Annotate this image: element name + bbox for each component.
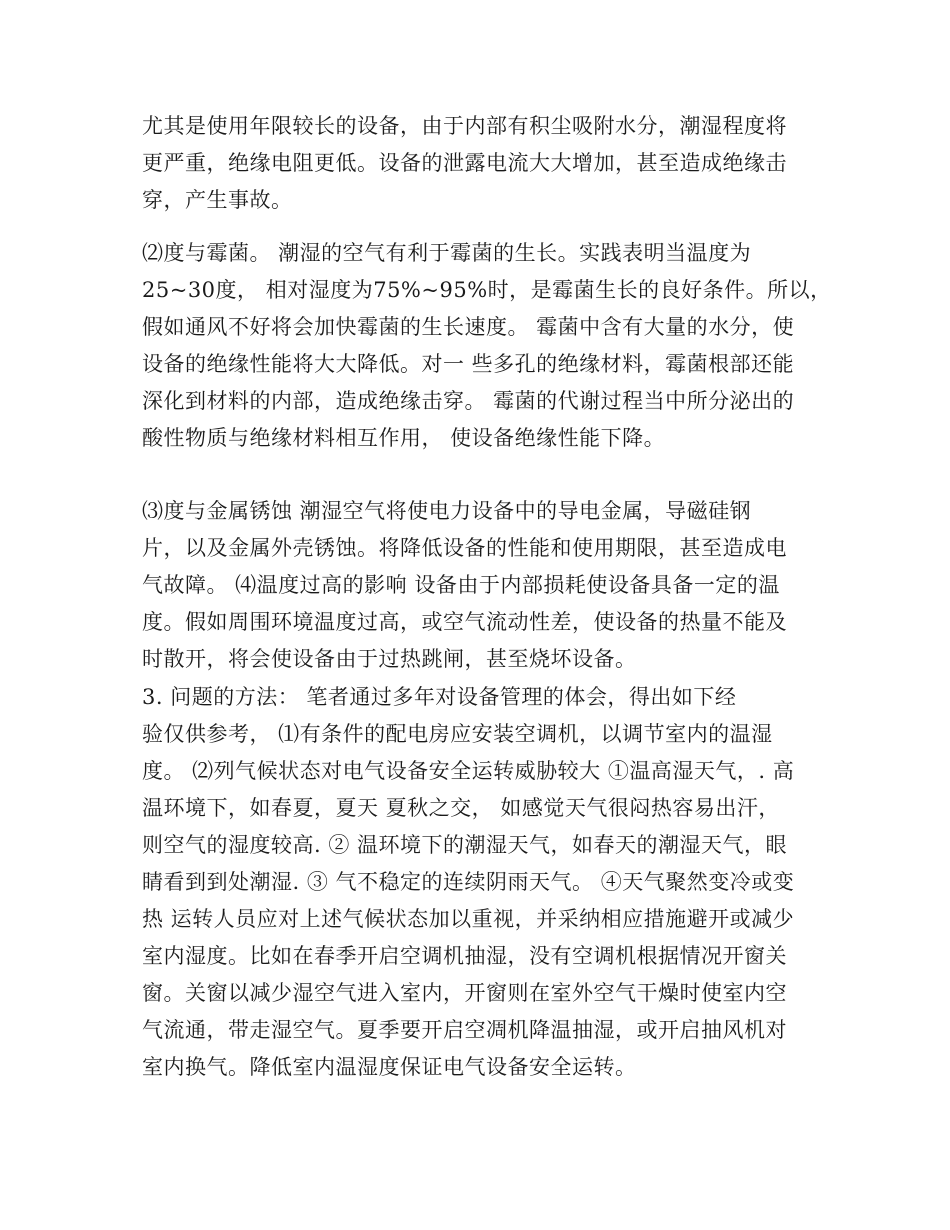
text-line: ⑵度与霉菌。 潮湿的空气有利于霉菌的生长。实践表明当温度为: [142, 241, 752, 265]
text-line: 气流通，带走湿空气。夏季要开启空凋机降温抽湿，或开启抽风机对: [142, 1018, 787, 1042]
text-line: 则空气的湿度较高. ② 温环境下的潮湿天气，如春天的潮湿天气，眼: [142, 833, 788, 857]
paragraph-humidity-mold: [142, 235, 832, 457]
paragraph-insulation-moisture: [142, 108, 812, 219]
text-line: 更严重，绝缘电阻更低。设备的泄露电流大大增加，甚至造成绝缘击: [142, 151, 787, 175]
text-line: 酸性物质与绝缘材料相互作用， 使设备绝缘性能下降。: [142, 426, 666, 450]
text-line: 气故障。 ⑷温度过高的影响 设备由于内部损耗使设备具备一定的温: [142, 573, 780, 597]
text-line: 穿，产生事故。: [142, 188, 293, 212]
text-line: 睛看到到处潮湿. ③ 气不稳定的连续阴雨天气。 ④天气聚然变冷或变: [142, 870, 795, 894]
paragraph-solutions: [142, 679, 812, 1086]
text-line: 度。假如周围环境温度过高，或空气流动性差，使设备的热量不能及: [142, 610, 787, 634]
text-line: 窗。关窗以减少湿空气进入室内，开窗则在室外空气干燥时使室内空: [142, 981, 787, 1005]
text-line: 深化到材料的内部，造成绝缘击穿。 霉菌的代谢过程当中所分泌出的: [142, 389, 795, 413]
text-line: 室内换气。降低室内温湿度保证电气设备安全运转。: [142, 1055, 637, 1079]
text-line: 设备的绝缘性能将大大降低。对一 些多孔的绝缘材料，霉菌根部还能: [142, 352, 795, 376]
text-line: ⑶度与金属锈蚀 潮湿空气将使电力设备中的导电金属，导磁硅钢: [142, 499, 752, 523]
text-line: 3. 问题的方法： 笔者通过多年对设备管理的体会，得出如下经: [142, 685, 737, 709]
text-line: 时散开，将会使设备由于过热跳闸，甚至烧坏设备。: [142, 647, 637, 671]
text-line: 室内湿度。比如在春季开启空调机抽湿，没有空调机根据情况开窗关: [142, 944, 787, 968]
text-line: 25~30度， 相对湿度为75%~95%时，是霉菌生长的良好条件。所以，: [142, 278, 832, 302]
text-line: 度。 ⑵列气候状态对电气设备安全运转威胁较大 ①温高湿天气，. 高: [142, 759, 795, 783]
text-line: 片，以及金属外壳锈蚀。将降低设备的性能和使用期限，甚至造成电: [142, 536, 787, 560]
text-line: 温环境下，如春夏，夏天 夏秋之交， 如感觉天气很闷热容易出汗，: [142, 796, 780, 820]
text-line: 尤其是使用年限较长的设备，由于内部有积尘吸附水分，潮湿程度将: [142, 114, 787, 138]
text-line: 热 运转人员应对上述气候状态加以重视，并采纳相应措施避开或减少: [142, 907, 795, 931]
text-line: 假如通风不好将会加快霉菌的生长速度。 霉菌中含有大量的水分，使: [142, 315, 795, 339]
paragraph-metal-corrosion: [142, 493, 812, 678]
text-line: 验仅供参考， ⑴有条件的配电房应安装空调机，以调节室内的温湿: [142, 722, 773, 746]
